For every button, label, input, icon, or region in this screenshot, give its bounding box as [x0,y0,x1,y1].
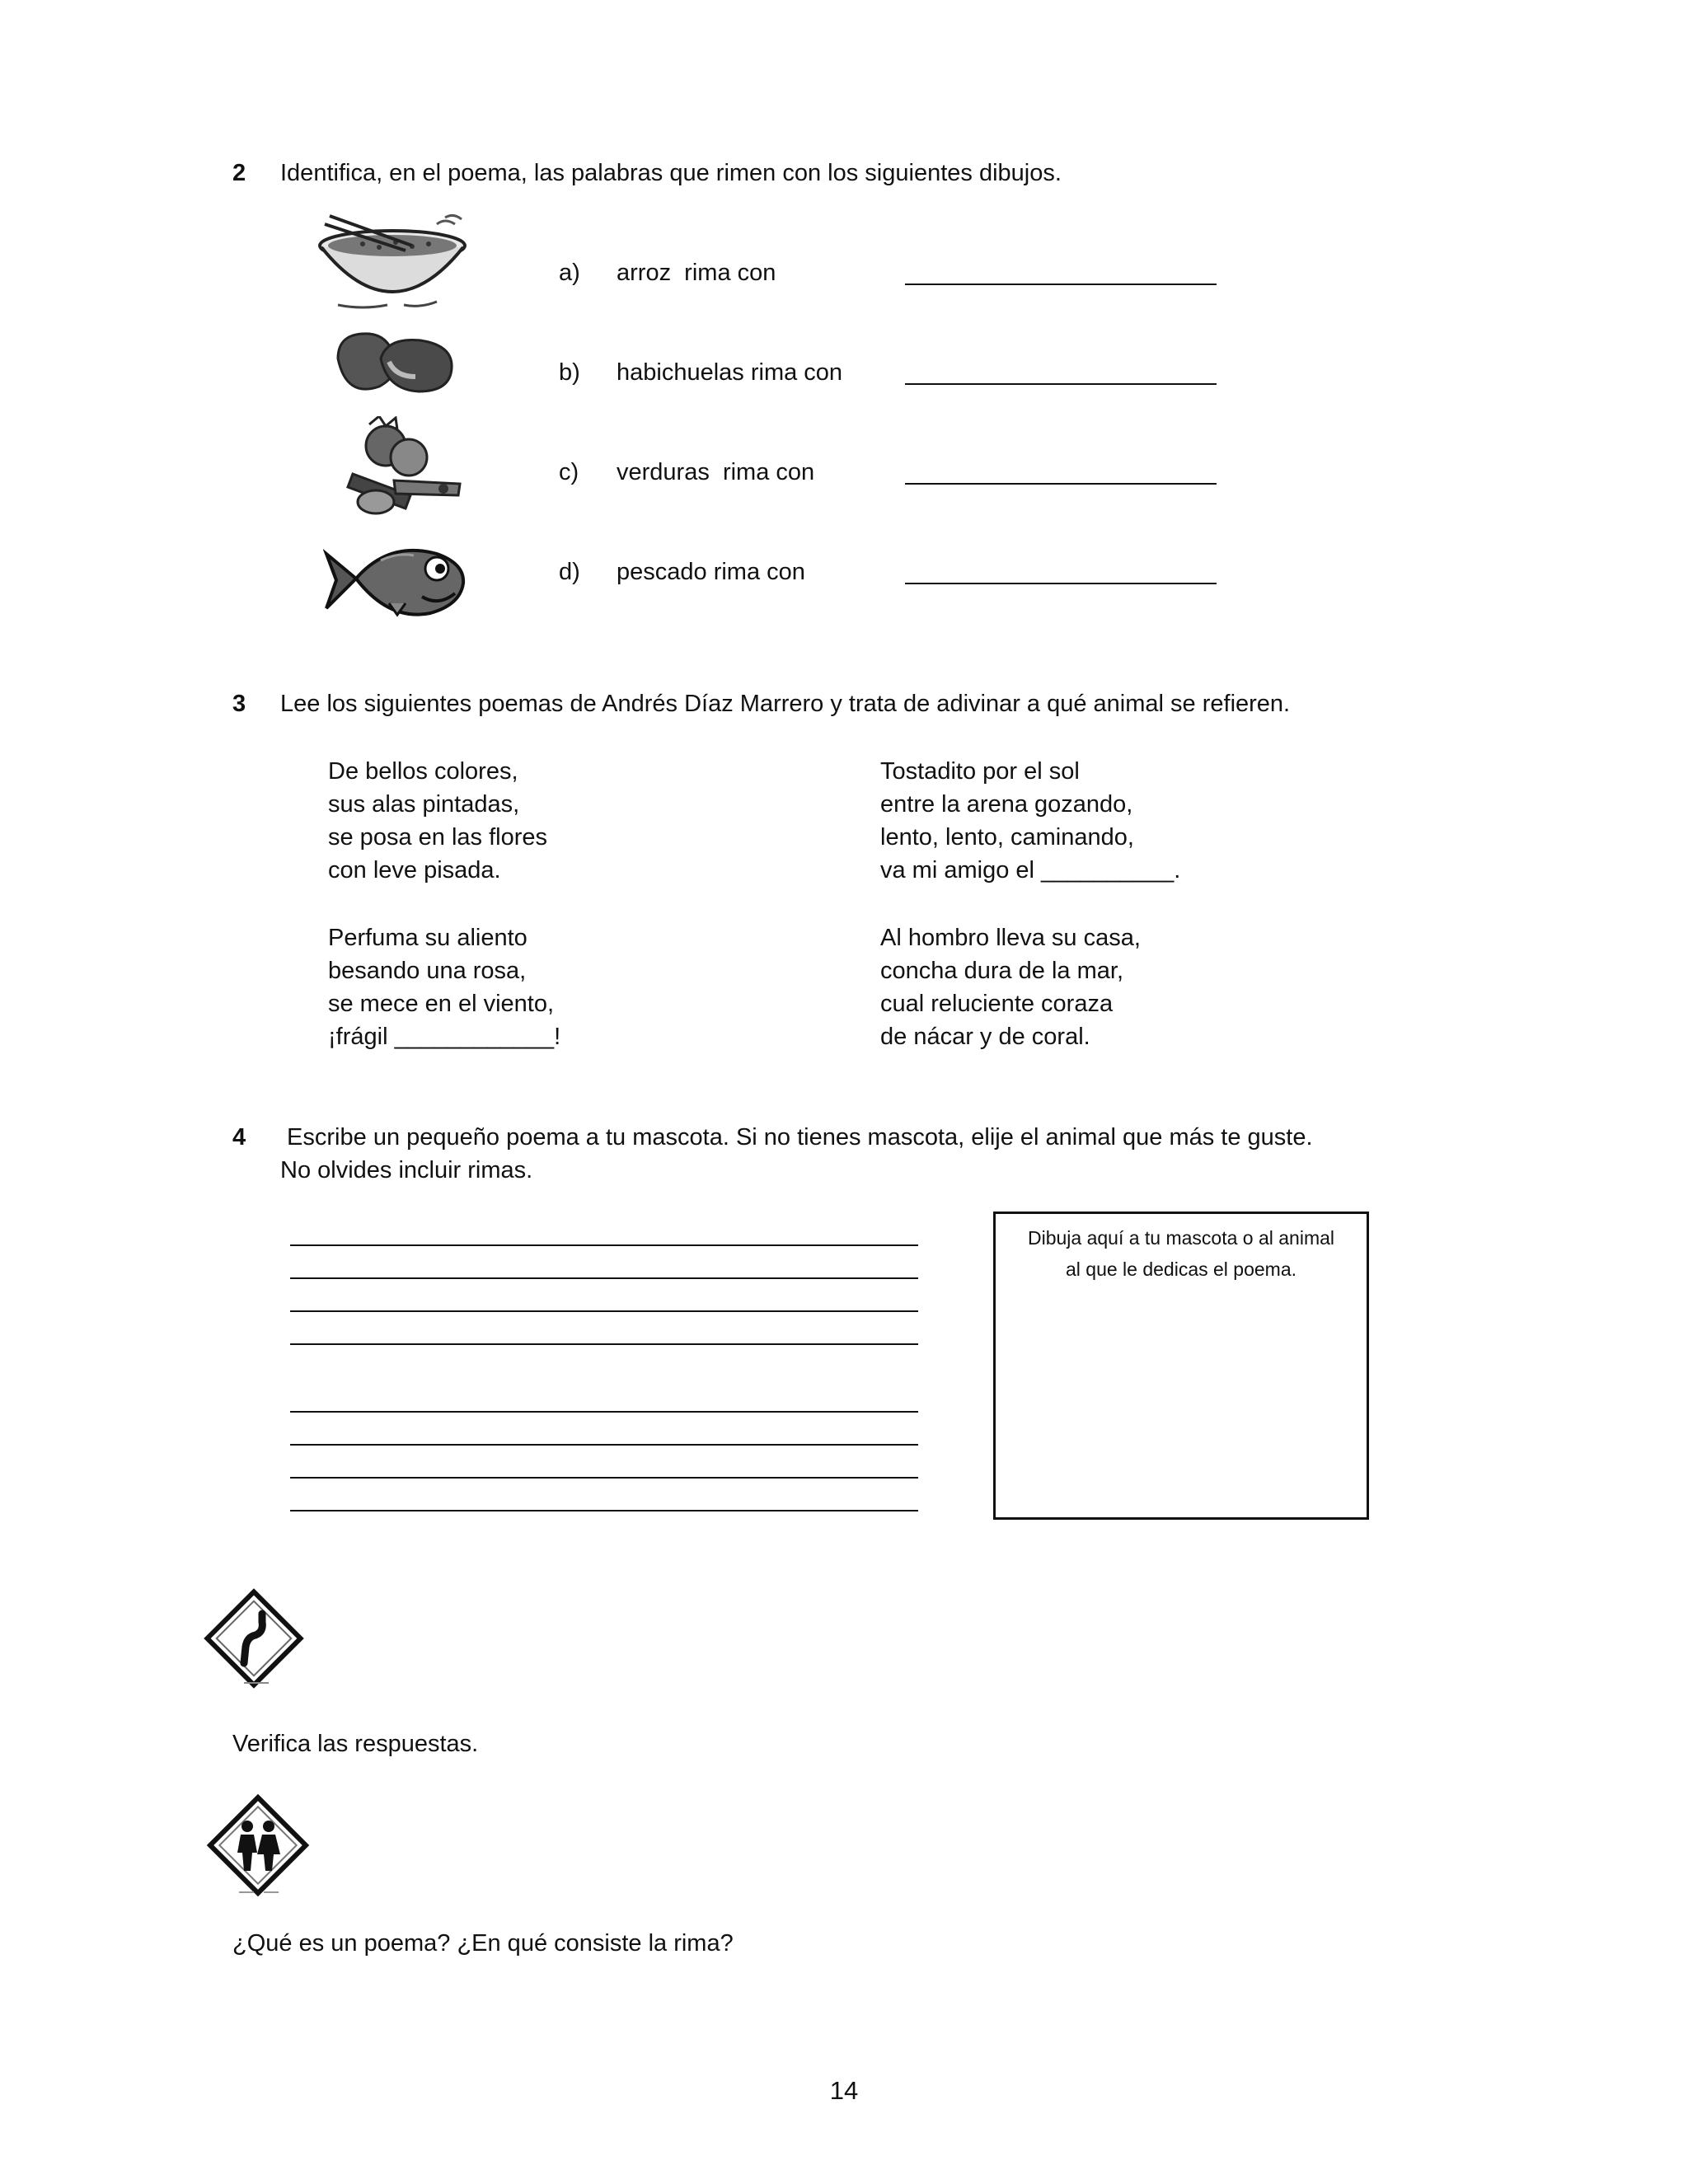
poem-writing-line[interactable] [290,1343,918,1345]
poem-line-with-blank[interactable]: va mi amigo el __________. [880,857,1181,883]
q2-item-d-answer-blank[interactable] [905,561,1217,584]
poem-line: Tostadito por el sol [880,758,1080,785]
poem-line: entre la arena gozando, [880,791,1133,818]
poem-line: concha dura de la mar, [880,958,1124,984]
poem-writing-line[interactable] [290,1510,918,1511]
poem-line: se posa en las flores [328,824,547,851]
q2-prompt: Identifica, en el poema, las palabras que rimen con los siguientes dibujos. [280,160,1062,186]
q3-number: 3 [232,691,246,717]
poem-line: se mece en el viento, [328,991,555,1017]
q4-prompt-line-2: No olvides incluir rimas. [280,1157,533,1183]
q2-item-a-letter: a) [559,260,580,286]
q2-number: 2 [232,160,246,186]
poem-writing-line[interactable] [290,1310,918,1312]
poem-line: cual reluciente coraza [880,991,1114,1017]
q2-item-b-answer-blank[interactable] [905,362,1217,385]
poem-writing-line[interactable] [290,1477,918,1479]
poem-line: lento, lento, caminando, [880,824,1134,851]
poem-writing-line[interactable] [290,1277,918,1279]
poem-writing-line[interactable] [290,1444,918,1446]
q4-number: 4 [232,1124,246,1151]
q3-prompt: Lee los siguientes poemas de Andrés Díaz Marrero y trata de adivinar a qué animal se refieren. [280,691,1291,717]
drawing-box-caption-line-1: Dibuja aquí a tu mascota o al animal [1027,1227,1335,1249]
poem-line-with-blank[interactable]: ¡frágil ____________! [328,1024,561,1050]
rice-bowl-icon [313,213,471,316]
q2-item-a-answer-blank[interactable] [905,262,1217,285]
drawing-box[interactable] [993,1212,1369,1520]
poem-line: de nácar y de coral. [880,1024,1090,1050]
q2-item-d-text: pescado rima con [617,559,805,585]
beans-icon [330,326,460,400]
curve-road-sign-icon [203,1587,305,1690]
q4-prompt-line-1: Escribe un pequeño poema a tu mascota. Si no tienes mascota, elije el animal que más te guste. [280,1124,1313,1151]
poem-line: Perfuma su aliento [328,925,528,951]
poem-line: con leve pisada. [328,857,501,883]
page-number: 14 [829,2076,859,2105]
verify-text: Verifica las respuestas. [232,1731,479,1757]
q2-item-c-text: verduras rima con [617,459,815,485]
q2-item-c-letter: c) [559,459,579,485]
q2-item-b-letter: b) [559,359,580,386]
school-crossing-sign-icon [206,1793,310,1897]
poem-left-stanza-2 [328,921,560,1053]
poem-left-stanza-1 [328,755,547,887]
fish-icon [323,536,468,622]
poem-right-stanza-1 [880,755,1180,887]
q2-item-d-letter: d) [559,559,580,585]
poem-line: De bellos colores, [328,758,518,785]
poem-right-stanza-2 [880,921,1141,1053]
q2-item-c-answer-blank[interactable] [905,462,1217,485]
poem-writing-line[interactable] [290,1411,918,1413]
vegetables-icon [336,416,470,523]
poem-line: Al hombro lleva su casa, [880,925,1141,951]
q2-item-a-text: arroz rima con [617,260,776,286]
drawing-box-caption [996,1222,1367,1285]
drawing-box-caption-line-2: al que le dedicas el poema. [1065,1258,1297,1280]
reflect-question: ¿Qué es un poema? ¿En qué consiste la rima? [232,1930,734,1957]
poem-line: besando una rosa, [328,958,527,984]
poem-writing-line[interactable] [290,1244,918,1246]
poem-line: sus alas pintadas, [328,791,520,818]
q2-item-b-text: habichuelas rima con [617,359,843,386]
